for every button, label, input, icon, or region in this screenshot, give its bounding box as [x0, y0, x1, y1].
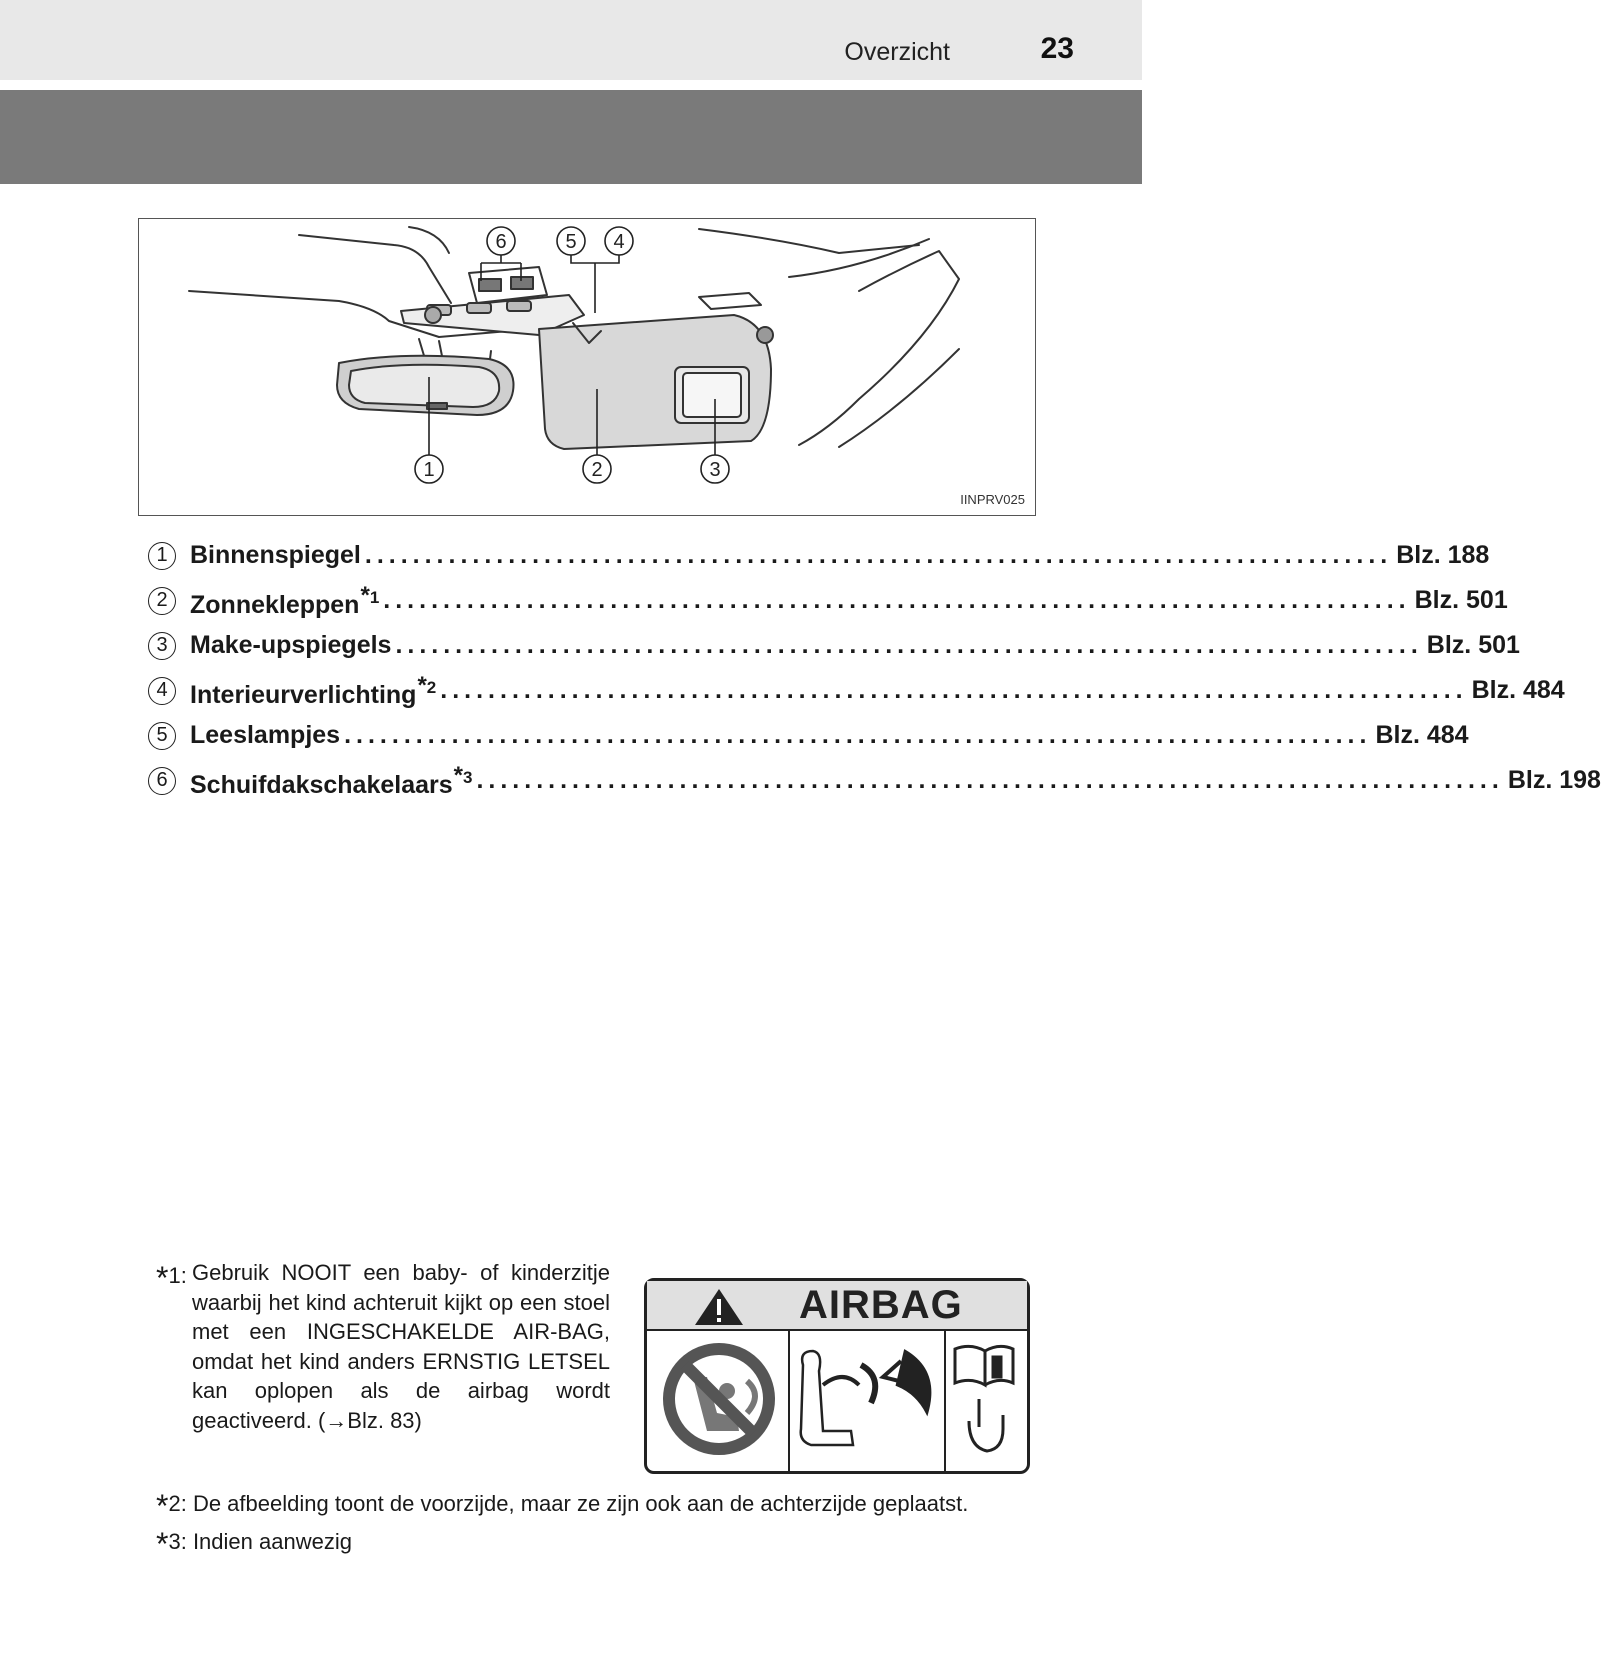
callout-5-label: 5	[565, 231, 577, 253]
callout-1-label: 1	[423, 459, 435, 481]
callout-3-label: 3	[709, 459, 721, 481]
figure-code: IINPRV025	[960, 492, 1025, 507]
page-reference-link[interactable]: Blz. 501	[1426, 631, 1520, 659]
read-manual-icon	[955, 1346, 1013, 1451]
footnote-2: *2: De afbeelding toont de voorzijde, maar ze zijn ook aan de achterzijde geplaatst.	[156, 1488, 969, 1524]
leader-dots: ......................................................................................	[383, 586, 1411, 614]
item-label: Make-upspiegels	[190, 631, 392, 659]
list-item	[148, 758, 1601, 803]
callout-6-label: 6	[495, 231, 507, 253]
page-reference-link[interactable]: Blz. 484	[1471, 676, 1565, 704]
component-list	[148, 533, 1601, 803]
header-separator	[0, 80, 1142, 90]
item-label: Leeslampjes	[190, 721, 341, 749]
list-item	[148, 578, 1508, 623]
leader-dots: ......................................................................................	[476, 766, 1504, 794]
page-reference-link[interactable]: Blz. 198	[1507, 766, 1601, 794]
footnote-marker: *1	[360, 581, 380, 609]
interior-overhead-illustration	[138, 218, 1036, 516]
footnote-2-text: De afbeelding toont de voorzijde, maar ze zijn ook aan de achterzijde geplaatst.	[192, 1491, 969, 1516]
list-item	[148, 533, 1490, 578]
page-reference-link[interactable]: Blz. 484	[1375, 721, 1469, 749]
item-number: 5	[148, 722, 176, 750]
footnote-2-marker: 2	[168, 1491, 181, 1516]
footnote-marker: *3	[453, 761, 473, 789]
airbag-warning-label	[644, 1278, 1030, 1474]
footnote-3: *3: Indien aanwezig	[156, 1526, 352, 1562]
item-label: Zonnekleppen$^{*1}$	[190, 581, 380, 619]
callout-2-label: 2	[591, 459, 603, 481]
list-item	[148, 623, 1520, 668]
list-item	[148, 668, 1565, 713]
leader-dots: ......................................................................................	[364, 541, 1393, 569]
footnote-marker: *2	[417, 671, 437, 699]
item-number: 6	[148, 767, 176, 795]
airbag-title: AIRBAG	[799, 1283, 963, 1327]
leader-dots: ......................................................................................	[344, 721, 1372, 749]
seat-airbag-icon	[801, 1351, 930, 1445]
page-number: 23	[1040, 32, 1074, 65]
footnote-3-marker: 3	[168, 1529, 181, 1554]
page-reference-link[interactable]: Blz. 188	[1396, 541, 1490, 569]
header-band	[0, 0, 1142, 80]
overhead-console-drawing	[139, 219, 1037, 517]
item-number: 1	[148, 542, 176, 570]
item-number: 3	[148, 632, 176, 660]
page-reference-link[interactable]: Blz. 501	[1414, 586, 1508, 614]
list-item	[148, 713, 1469, 758]
callout-4-label: 4	[613, 231, 625, 253]
no-child-seat-icon	[669, 1349, 769, 1449]
item-label: Interieurverlichting$^{*2}$	[190, 671, 437, 709]
warning-triangle-icon	[695, 1289, 743, 1325]
leader-dots: ......................................................................................	[440, 676, 1468, 704]
footnote-1-marker: *1:	[156, 1260, 187, 1296]
section-title: Overzicht	[844, 38, 950, 66]
item-label: Binnenspiegel	[190, 541, 361, 569]
footnote-1	[156, 1258, 610, 1435]
header-dark-band	[0, 90, 1142, 184]
item-number: 2	[148, 587, 176, 615]
footnote-1-text: Gebruik NOOIT een baby- of kinderzitje waarbij het kind achteruit kijkt op een stoel met een INGESCHAKELDE AIR-BAG, omdat het kind anders ERNSTIG LETSEL kan oplopen als de airbag wordt geactiveerd. (→Blz. 83)	[192, 1260, 610, 1433]
leader-dots: ......................................................................................	[395, 631, 1423, 659]
item-number: 4	[148, 677, 176, 705]
item-label: Schuifdakschakelaars$^{*3}$	[190, 761, 473, 799]
footnote-3-text: Indien aanwezig	[192, 1529, 352, 1554]
